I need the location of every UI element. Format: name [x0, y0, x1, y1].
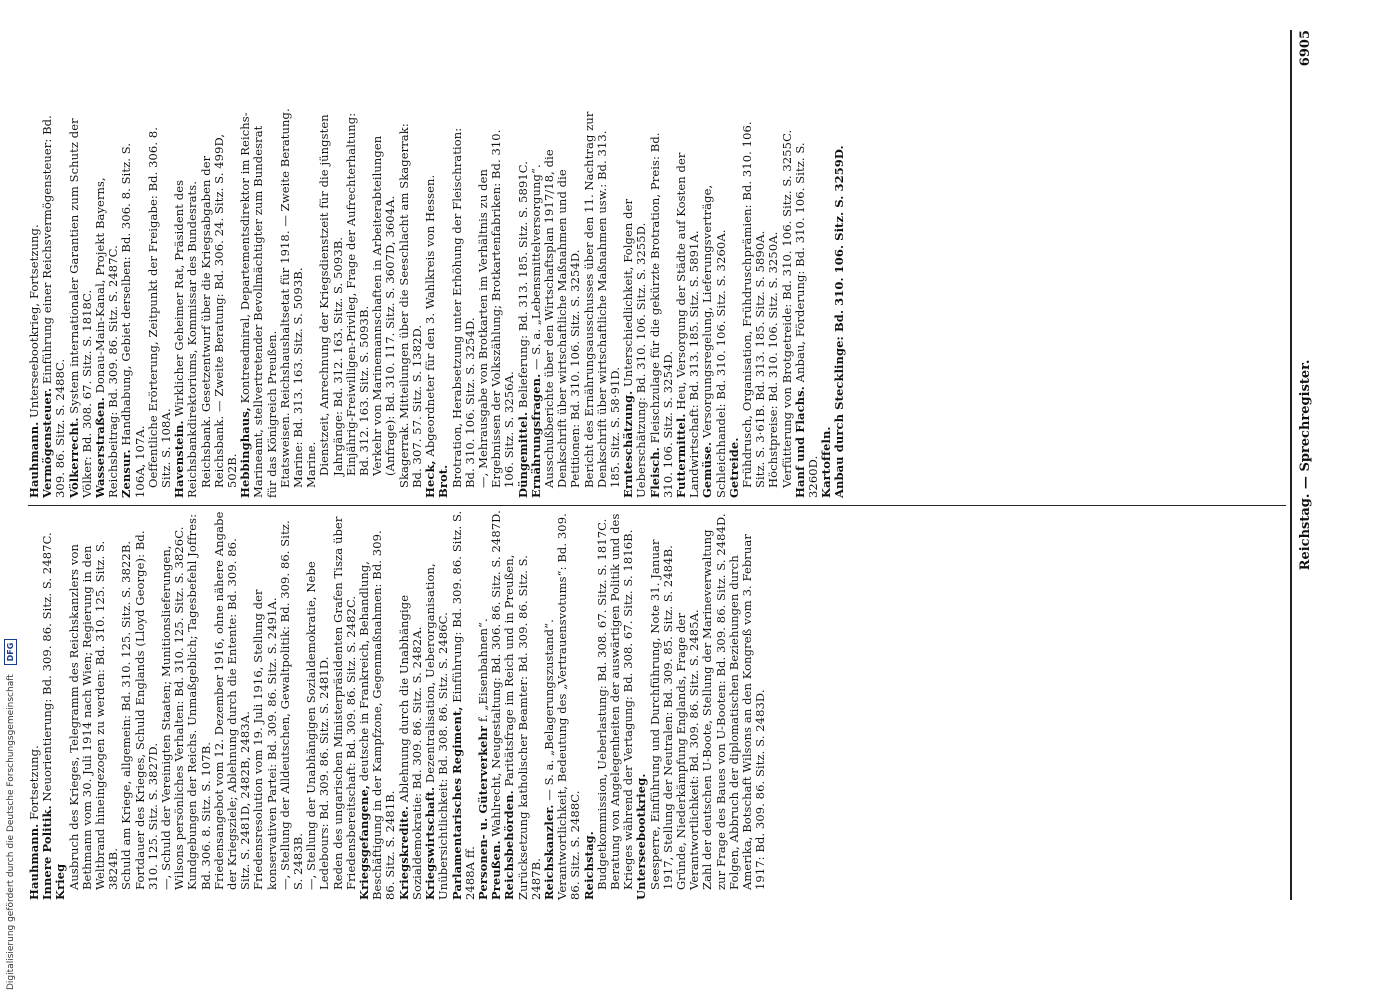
register-entry — [68, 510, 121, 900]
entry-text: Versorgungsregelung, Lieferungsverträge, Schleichhandel: Bd. 310. 106. Sitz. S. 3260A. — [700, 184, 728, 498]
register-entry — [649, 108, 675, 498]
entry-text: Höchstpreise: Bd. 310. 106. Sitz. S. 3250A. — [766, 231, 781, 488]
entry-heading: Reichskanzler. — [541, 804, 556, 900]
entry-text: Handhabung, Gebiet derselben: Bd. 306. 8. Sitz. S. 106A, 107A. — [119, 142, 147, 498]
entry-heading: Personen- u. Güterverkehr — [475, 725, 490, 900]
register-entry — [200, 108, 240, 498]
register-entry — [68, 108, 94, 498]
entry-heading: Preußen. — [489, 840, 504, 900]
entry-heading: Innere Politik. — [40, 805, 55, 900]
register-entry — [186, 510, 212, 900]
entry-text: Kundgebungen der Reichs. Unmaßgeblich; Tagesbefehl Joffres: Bd. 306. 8. Sitz. S. 107B. — [185, 513, 213, 890]
register-entry — [279, 108, 305, 498]
entry-text: —, Stellung der Unabhängigen Sozialdemokratie, Nebe Ledebours: Bd. 309. 86. Sitz. S. 2481D. — [304, 561, 332, 890]
entry-text: Paritätsfrage im Reich und in Preußen, Zurücksetzung katholischer Beamter: Bd. 309. 86. Sitz. S. 2487B. — [502, 554, 543, 900]
entry-text: Ablehnung durch die Unabhängige Sozialdemokratie: Bd. 309. 86. Sitz. S. 2482A. — [396, 594, 424, 900]
register-entry — [41, 108, 67, 498]
right-column — [28, 108, 847, 498]
entry-heading: Kriegsgefangene, — [357, 784, 372, 900]
entry-text: Belieferung: Bd. 313. 185. Sitz. S. 5891C. — [515, 160, 530, 412]
entry-heading: Reichstag. — [581, 831, 596, 900]
entry-text: Verfütterung von Brotgetreide: Bd. 310. 106. Sitz. S. 3255C. — [779, 129, 794, 488]
dfg-logo: DFG — [4, 639, 17, 666]
entry-text: Ausschußberichte über den Wirtschaftsplan 1917/18, die Denkschrift über wirtschaftliche Maßnahmen und die Petitionen: Bd. 310. 106. Sitz. S. 3254D. — [541, 149, 583, 488]
register-entry — [477, 108, 517, 498]
entry-text: Marine. — [304, 441, 319, 488]
entry-heading: Fleisch. — [647, 447, 662, 498]
entry-heading: Parlamentarisches Regiment, — [449, 706, 464, 900]
entry-text: Fortdauer des Krieges, Schuld Englands (Lloyd George): Bd. 310. 125. Sitz. S. 3827D. — [132, 530, 160, 890]
digitization-watermark — [4, 10, 18, 990]
entry-text: Unterschiedlichkeit, Folgen der Ueberschätzung: Bd. 310. 106. Sitz. S. 3255D. — [621, 198, 649, 498]
entry-text: Einführung einer Reichsvermögensteuer: Bd. 309. 86. Sitz. S. 2488C. — [40, 115, 68, 498]
entry-text: deutsche in Frankreich, Behandlung, Beschäftigung in der Kampfzone, Gegenmaßnahmen: Bd. 309. 86. Sitz. S. 2481B. — [357, 530, 398, 900]
entry-heading: Havenstein. — [172, 420, 187, 498]
register-entry — [358, 510, 398, 900]
entry-text: Kontreadmiral, Departementsdirektor im Reichs-Marineamt, stellvertretender Bevollmächtigter zum Bundesrat für das Königreich Preußen. — [238, 112, 279, 498]
entry-text: Friedensangebot vom 12. Dezember 1916, ohne nähere Angabe der Kriegsziele; Ablehnung durch die Entente: Bd. 309. 86. Sitz. S. 2481D, 2482B, 2483A. — [211, 511, 253, 890]
entry-heading: Reichsbehörden. — [502, 790, 517, 900]
entry-heading: Vermögensteuer. — [40, 387, 55, 498]
entry-text: Abgeordneter für den 3. Wahlkreis von Hessen. — [423, 174, 438, 461]
register-entry — [213, 510, 253, 900]
entry-text: Gründe, Niederkämpfung Englands, Frage der Verantwortlichkeit: Bd. 309. 86. Sitz. S. 2485A. — [673, 609, 702, 890]
register-entry — [371, 108, 397, 498]
entry-text: Frühdrusch, Organisation, Frühdruschprämien: Bd. 310. 106. Sitz. S. 3·61B. Bd. 313. 185. Sitz. S. 5890A. — [739, 121, 768, 488]
register-entry — [649, 510, 675, 900]
entry-text: Fortsetzung. — [27, 745, 41, 824]
entry-text: Beratung von Angelegenheiten der auswärtigen Politik und des Krieges während der Vertagung: Bd. 308. 67. Sitz. S. 1816B. — [607, 513, 636, 890]
entry-text: Anbau, Förderung: Bd. 310. 106. Sitz. S. 3260D. — [792, 142, 820, 498]
entry-text: Oeffentliche Erörterung, Zeitpunkt der Freigabe: Bd. 306. 8. Sitz. S. 108A. — [145, 126, 174, 488]
register-entry — [160, 510, 186, 900]
entry-text: —, Stellung der Alldeutschen, Gewaltpolitik: Bd. 309. 86. Sitz. S. 2483B. — [277, 520, 306, 890]
register-entry — [239, 108, 279, 498]
page-header — [1296, 30, 1320, 900]
entry-text: —, Mehrausgabe von Brotkarten im Verhältnis zu den Ergebnissen der Volkszählung; Brotkartenfabriken: Bd. 310. 106. Sitz. S. 3256A. — [475, 129, 517, 488]
register-entry — [424, 108, 437, 498]
entry-text: Wirklicher Geheimer Rat, Präsident des Reichsbankdirektoriums, Kommissar des Bundesrats. — [172, 179, 200, 498]
entry-text: — S. a. „Belagerungszustand“. Verantwortlichkeit, Bedeutung des „Vertrauensvotums“: Bd. 309. 86. Sitz. S. 2488C. — [541, 513, 583, 900]
register-entry — [451, 510, 477, 900]
register-entry — [622, 108, 648, 498]
register-entry — [609, 510, 635, 900]
entry-heading: Kriegswirtschaft. — [423, 786, 438, 900]
entry-heading: Hauhmann. — [27, 421, 41, 498]
register-entry — [305, 510, 331, 900]
entry-text: Ausbruch des Krieges, Telegramm des Reichskanzlers von Bethmann vom 30. Juli 1914 nach Wien; Regierung in den Weltbrand hineingezogen zu werden: Bd. 310. 125. Sitz. S. 3824B. — [66, 540, 121, 890]
entry-heading: Hanf und Flachs. — [792, 386, 807, 498]
entry-heading: Krieg — [53, 863, 68, 900]
entry-text: Einjährig-Freiwilligen-Privileg, Frage der Aufrechterhaltung: Bd. 312. 163. Sitz. S. 5093B. — [343, 112, 372, 476]
entry-text: Fleischzulage für die gekürzte Brotration, Preis: Bd. 310. 106. Sitz. S. 3254D. — [647, 132, 675, 498]
entry-heading: Hauhmann. — [27, 823, 41, 900]
entry-text: —, Schuld der Vereinigten Staaten; Munitionslieferungen, Wilsons persönliches Verhalten: Bd. 310. 125. Sitz. S. 3826C. — [159, 526, 187, 890]
entry-text: Brotration, Herabsetzung unter Erhöhung der Fleischration: Bd. 310. 106. Sitz. S. 3254D. — [449, 127, 477, 488]
register-entry — [318, 108, 344, 498]
entry-text: Budgetkommission, Ueberlastung: Bd. 308. 67. Sitz. S. 1817C. — [594, 518, 609, 890]
entry-text: Neuorientierung: Bd. 309. 86. Sitz. S. 2487C. — [40, 532, 55, 806]
entry-text: Dienstzeit, Anrechnung der Kriegsdienstzeit für die jüngsten Jahrgänge: Bd. 312. 163. Sitz. S. 5093B. — [317, 114, 345, 476]
register-entry — [675, 108, 701, 498]
register-entry — [332, 510, 358, 900]
entry-text: Wahlrecht, Neugestaltung: Bd. 306. 86. Sitz. S. 2487D. — [489, 510, 504, 841]
entry-heading: Kartoffeln. — [819, 426, 834, 498]
entry-text: Heu, Versorgung der Städte auf Kosten der Landwirtschaft: Bd. 313. 185. Sitz. S. 5891A. — [673, 152, 702, 498]
register-entry — [583, 108, 623, 498]
register-entry — [345, 108, 371, 498]
entry-heading: Ernteschätzung. — [621, 390, 636, 498]
entry-heading: Ernährungsfragen. — [528, 373, 543, 498]
entry-text: Verkehr von Marinemannschaften in Arbeiterabteilungen (Anfrage): Bd. 310. 117. Sitz. S. 3607D, 3604A. — [370, 135, 398, 476]
watermark-text: Digitalisierung gefördert durch die Deutsche Forschungsgemeinschaft — [6, 674, 16, 990]
entry-heading: Anbau durch Stecklinge: Bd. 310. 106. Sitz. S. 3259D. — [832, 145, 847, 498]
entry-text: Reden des ungarischen Ministerpräsidenten Grafen Tisza über Friedensbereitschaft: Bd. 309. 86. Sitz. S. 2482C. — [330, 516, 358, 890]
entry-heading: Gemüse. — [700, 441, 715, 498]
entry-text: Reichsbank. Gesetzentwurf über die Kriegsabgaben der Reichsbank. — Zweite Beratung: Bd. 306. 24. Sitz. S. 499D, 502B. — [198, 133, 240, 488]
running-title: Reichstag. — Sprechregister. — [1298, 359, 1313, 571]
entry-text: Skagerrak. Mitteilungen über die Seeschlacht am Skagerrak: Bd. 307. 57. Sitz. S. 1382D. — [396, 123, 424, 488]
header-rule — [1290, 30, 1292, 900]
register-entry — [543, 510, 583, 900]
register-entry — [279, 510, 305, 900]
register-entry — [120, 108, 146, 498]
register-entry — [252, 510, 278, 900]
entry-text: f. „Eisenbahnen“. — [475, 618, 490, 726]
entry-text: Bericht des Ernährungsausschusses über den 11. Nachtrag zur Denkschrift über wirtschaftliche Maßnahmen usw.: Bd. 313. 185. Sitz. S. 58·91D. — [581, 111, 622, 488]
entry-heading: Völkerrecht. — [66, 417, 81, 498]
entry-text: System internationaler Garantien zum Schutz der Völker: Bd. 308. 67. Sitz. S. 1818C. — [66, 118, 94, 498]
register-entry — [451, 108, 477, 498]
entry-text: Donau-Main-Kanal, Projekt Bayerns, Reichsbeitrag: Bd. 309. 86. Sitz. S. 2487C. — [93, 177, 121, 498]
entry-heading: Getreide. — [726, 437, 741, 498]
register-entry — [424, 510, 450, 900]
entry-heading: Wasserstraßen. — [93, 397, 108, 498]
register-entry — [833, 108, 846, 498]
left-column — [28, 510, 767, 900]
register-entry — [701, 108, 727, 498]
register-entry — [398, 108, 424, 498]
register-entry — [94, 108, 120, 498]
entry-heading: Futtermittel. — [673, 413, 688, 498]
entry-text: Zahl der deutschen U-Boote, Stellung der Marineverwaltung zur Frage des Baues von U-Booten: Bd. 309. 86. Sitz. S. 2484D. — [700, 513, 728, 890]
entry-text: Friedensresolution vom 19. Juli 1916, Stellung der konservativen Partei: Bd. 309. 86. Sitz. S. 2491A. — [251, 589, 279, 890]
entry-heading: Kriegskredite. — [396, 805, 411, 900]
register-entry — [675, 510, 701, 900]
entry-text: Seesperre, Einführung und Durchführung, Note 31. Januar 1917, Stellung der Neutralen: Bd. 309. 85. Sitz. S. 2484B. — [647, 539, 675, 890]
entry-text: Etatsweisen. Reichshaushaltsetat für 1918. — Zweite Beratung. Marine: Bd. 313. 163. Sitz. S. 5093B. — [277, 108, 306, 488]
entry-text: Unterseebootkrieg, Fortsetzung. — [27, 224, 41, 422]
register-entry — [503, 510, 543, 900]
entry-text: Einführung: Bd. 309. 86. Sitz. S. 2488A ff. — [449, 510, 477, 900]
register-entry — [728, 510, 768, 900]
entry-heading: Düngemittel. — [515, 411, 530, 498]
register-entry — [701, 510, 727, 900]
register-entry — [147, 108, 173, 498]
entry-text: Folgen, Abbruch der diplomatischen Beziehungen durch Amerika, Botschaft Wilsons an den Kongreß vom 3. Februar 1917: Bd. 309. 86. Sitz. S. 2483D. — [726, 534, 768, 890]
register-entry — [398, 510, 424, 900]
entry-heading: Brot. — [436, 464, 451, 498]
register-entry — [794, 108, 820, 498]
entry-text: Schuld am Kriege, allgemein: Bd. 310. 125. Sitz. S. 3822B. — [119, 540, 134, 890]
column-divider — [28, 505, 1286, 506]
entry-heading: Heck, — [423, 460, 438, 498]
register-entry — [41, 510, 54, 900]
page-number: 6905 — [1298, 30, 1313, 67]
register-entry — [543, 108, 583, 498]
entry-text: Dezentralisation, Ueberorganisation, Unübersichtlichkeit: Bd. 308. 86. Sitz. S. 2486C. — [423, 563, 451, 900]
register-entry — [173, 108, 199, 498]
entry-heading: Hebbinghaus, — [238, 407, 253, 498]
entry-text: — S. a. „Lebensmittelversorgung“. — [528, 164, 543, 374]
register-entry — [741, 108, 767, 498]
register-entry — [134, 510, 160, 900]
entry-heading: Zensur. — [119, 449, 134, 498]
entry-heading: Unterseebootkrieg. — [634, 773, 649, 900]
